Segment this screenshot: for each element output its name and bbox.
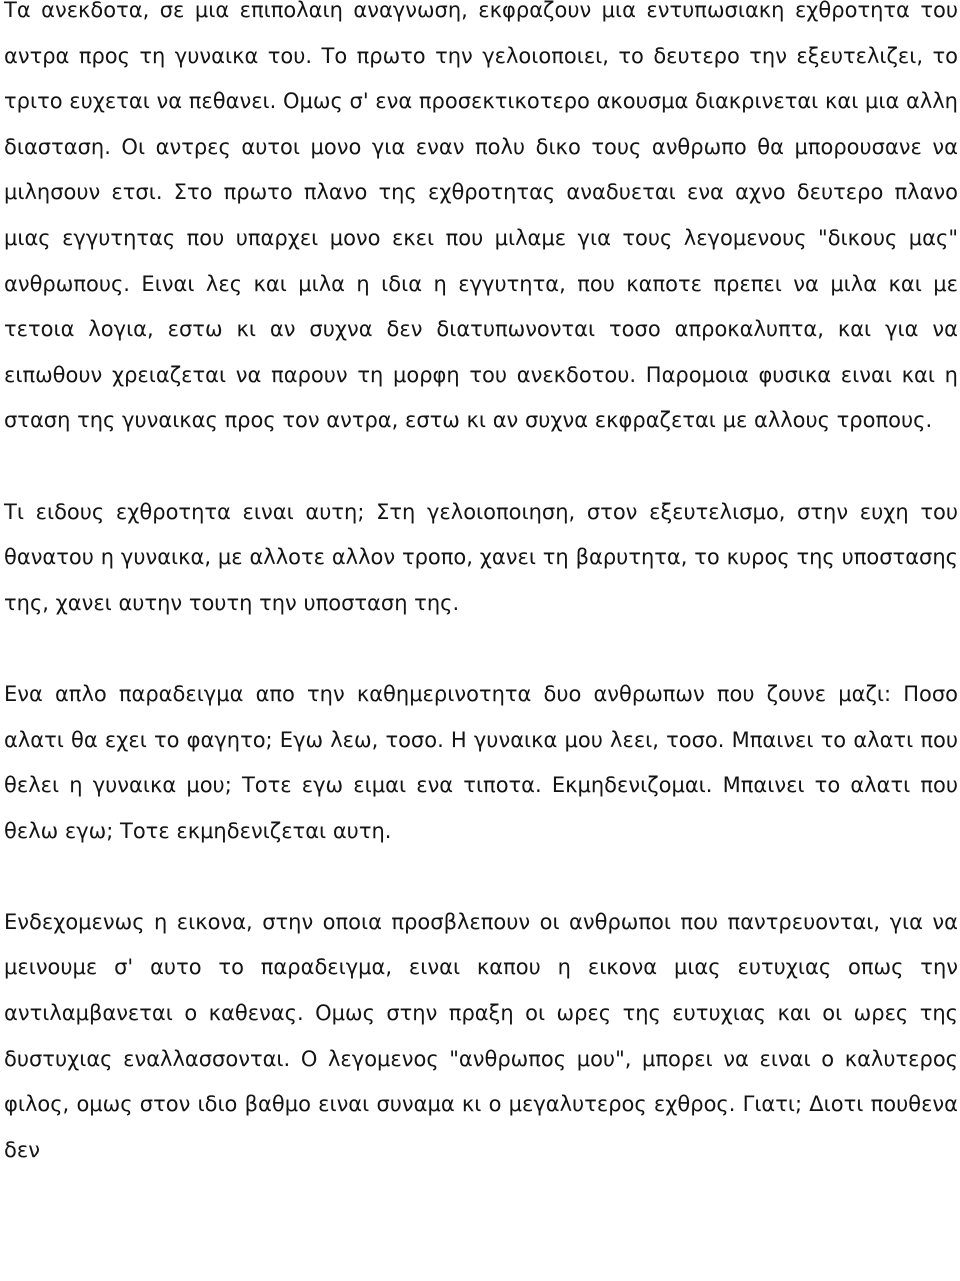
paragraph-anecdotes-hostility: Τα ανεκδοτα, σε μια επιπολαιη αναγνωση, εκφραζουν μια εντυπωσιακη εχθροτητα του αντρα προς τη γυναικα του. Το πρωτο την γελοιοποιει, το δευτερο την εξευτελιζει, το τριτο ευχεται να πεθανει. Ομως σ' ενα προσεκτικοτερο ακουσμα διακρινεται και μια αλλη διασταση. Οι αντρες αυτοι μονο για εναν πολυ δικο τους ανθρωπο θα μπορουσανε να μιλησουν ετσι. Στο πρωτο πλανο της εχθροτητας αναδυεται ενα αχνο δευτερο πλανο μιας εγγυτητας που υπαρχει μονο εκει που μιλαμε για τους λεγομενους "δικους μας" ανθρωπους. Ειναι λες και μιλα η ιδια η εγγυτητα, που καποτε πρεπει να μιλα και με τετοια λογια, εστω κι αν συχνα δεν διατυπωνονται τοσο απροκαλυπτα, και για να ειπωθουν χρειαζεται να παρουν τη μορφη του ανεκδοτου. Παρομοια φυσικα ειναι και η σταση της γυναικας προς τον αντρα, εστω κι αν συχνα εκφραζεται με αλλους τροπους. <box>4 0 958 433</box>
paragraph-salt-example: Ενα απλο παραδειγμα απο την καθημερινοτητα δυο ανθρωπων που ζουνε μαζι: Ποσο αλατι θα εχει το φαγητο; Εγω λεω, τοσο. Η γυναικα μου λεει, τοσο. Μπαινει το αλατι που θελει η γυναικα μου; Τοτε εγω ειμαι ενα τιποτα. Εκμηδενιζομαι. Μπαινει το αλατι που θελω εγω; Τοτε εκμηδενιζεται αυτη. <box>4 681 958 843</box>
paragraph-image-of-happiness: Ενδεχομενως η εικονα, στην οποια προσβλεπουν οι ανθρωποι που παντρευονται, για να μεινουμε σ' αυτο το παραδειγμα, ειναι καπου η εικονα μιας ευτυχιας οπως την αντιλαμβανεται ο καθενας. Ομως στην πραξη οι ωρες της ευτυχιας και οι ωρες της δυστυχιας εναλλασσονται. Ο λεγομενος "ανθρωπος μου", μπορει να ειναι ο καλυτερος φιλος, ομως στον ιδιο βαθμο ειναι συναμα κι ο μεγαλυτερος εχθρος. Γιατι; Διοτι πουθενα δεν <box>4 909 958 1162</box>
document-page <box>4 0 958 1173</box>
paragraph-kind-of-hostility: Τι ειδους εχθροτητα ειναι αυτη; Στη γελοιοποιηση, στον εξευτελισμο, στην ευχη του θανατου η γυναικα, με αλλοτε αλλον τροπο, χανει τη βαρυτητα, το κυρος της υποστασης της, χανει αυτην τουτη την υποσταση της. <box>4 499 958 615</box>
